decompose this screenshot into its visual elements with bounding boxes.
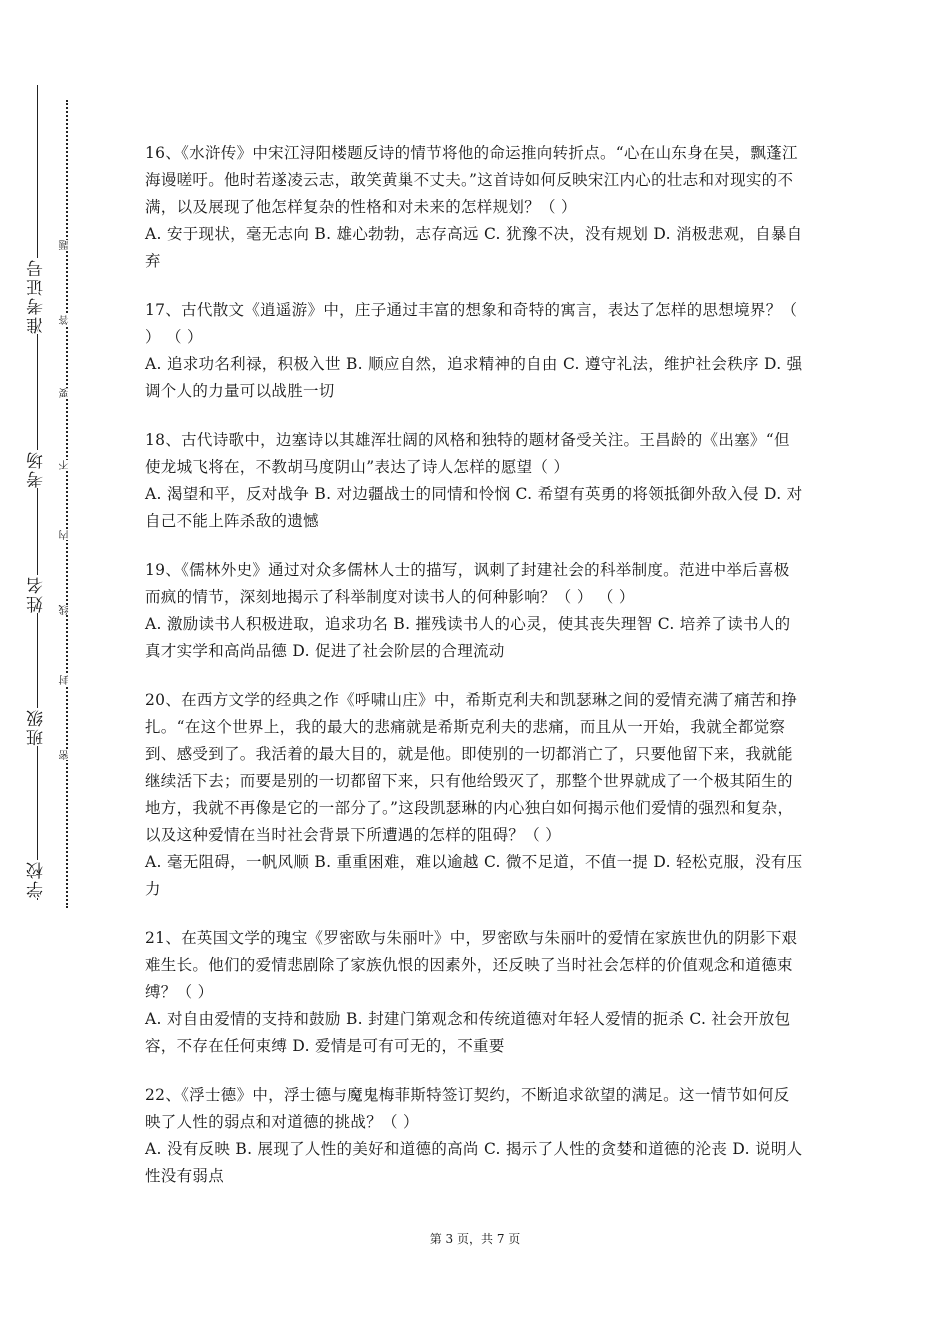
question-options: A. 渴望和平，反对战争 B. 对边疆战士的同情和怜悯 C. 希望有英勇的将领抵御外敌入侵 D. 对自己不能上阵杀敌的遗憾 — [145, 485, 803, 530]
question-options: A. 对自由爱情的支持和鼓励 B. 封建门第观念和传统道德对年轻人爱情的扼杀 C. 社会开放包容，不存在任何束缚 D. 爱情是可有可无的，不重要 — [145, 1010, 791, 1055]
question-stem: 22、《浮士德》中，浮士德与魔鬼梅菲斯特签订契约，不断追求欲望的满足。这一情节如何反映了人性的弱点和对道德的挑战？（ ） — [145, 1086, 790, 1131]
question-options: A. 激励读书人积极进取，追求功名 B. 摧残读书人的心灵，使其丧失理智 C. 培养了读书人的真才实学和高尚品德 D. 促进了社会阶层的合理流动 — [145, 615, 791, 660]
seal-dotted-line — [66, 100, 68, 908]
question-stem: 16、《水浒传》中宋江浔阳楼题反诗的情节将他的命运推向转折点。“心在山东身在吴，飘蓬江海谩嗟吁。他时若遂凌云志，敢笑黄巢不丈夫。”这首诗如何反映宋江内心的壮志和对现实的不满，以及展现了他怎样复杂的性格和对未来的怎样规划？（ ） — [145, 144, 798, 216]
question-21 — [145, 925, 805, 1060]
question-22 — [145, 1082, 805, 1190]
question-stem: 21、在英国文学的瑰宝《罗密欧与朱丽叶》中，罗密欧与朱丽叶的爱情在家族世仇的阴影下艰难生长。他们的爱情悲剧除了家族仇恨的因素外，还反映了当时社会怎样的价值观念和道德束缚？（ ） — [145, 929, 798, 1001]
binding-solid-line — [37, 85, 38, 900]
question-stem: 17、古代散文《逍遥游》中，庄子通过丰富的想象和奇特的寓言，表达了怎样的思想境界？（ ） （ ） — [145, 301, 798, 346]
page-number: 第 3 页，共 7 页 — [429, 1232, 521, 1246]
seal-char: 线 — [58, 605, 74, 615]
seal-char: 不 — [58, 460, 74, 470]
label-exam-number: 准考证号 — [22, 258, 52, 334]
question-stem: 20、在西方文学的经典之作《呼啸山庄》中，希斯克利夫和凯瑟琳之间的爱情充满了痛苦和挣扎。“在这个世界上，我的最大的悲痛就是希斯克利夫的悲痛，而且从一开始，我就全都觉察到、感受到了。我活着的最大目的，就是他。即使别的一切都消亡了，只要他留下来，我就能继续活下去；而要是别的一切都留下来，只有他给毁灭了，那整个世界就成了一个极其陌生的地方，我就不再像是它的一部分了。”这段凯瑟琳的内心独白如何揭示他们爱情的强烈和复杂，以及这种爱情在当时社会背景下所遭遇的怎样的阻碍？（ ） — [145, 691, 798, 844]
question-20 — [145, 687, 805, 903]
question-options: A. 安于现状，毫无志向 B. 雄心勃勃，志存高远 C. 犹豫不决，没有规划 D. 消极悲观，自暴自弃 — [145, 225, 803, 270]
question-19 — [145, 557, 805, 665]
label-name: 姓名 — [22, 575, 52, 613]
question-list — [145, 140, 805, 1212]
question-options: A. 毫无阻碍，一帆风顺 B. 重重困难，难以逾越 C. 微不足道，不值一提 D. 轻松克服，没有压力 — [145, 853, 803, 898]
label-exam-room: 考场 — [22, 450, 52, 488]
seal-char: 答 — [58, 315, 74, 325]
question-options: A. 没有反映 B. 展现了人性的美好和道德的高尚 C. 揭示了人性的贪婪和道德的沦丧 D. 说明人性没有弱点 — [145, 1140, 803, 1185]
label-school: 学校 — [22, 860, 52, 898]
seal-char: 内 — [58, 530, 74, 540]
question-stem: 18、古代诗歌中，边塞诗以其雄浑壮阔的风格和独特的题材备受关注。王昌龄的《出塞》“但使龙城飞将在，不教胡马度阴山”表达了诗人怎样的愿望（ ） — [145, 431, 790, 476]
question-17 — [145, 297, 805, 405]
question-16 — [145, 140, 805, 275]
seal-char: 题 — [58, 240, 74, 250]
question-18 — [145, 427, 805, 535]
question-options: A. 追求功名利禄，积极入世 B. 顺应自然，追求精神的自由 C. 遵守礼法，维护社会秩序 D. 强调个人的力量可以战胜一切 — [145, 355, 803, 400]
label-class: 班级 — [22, 708, 52, 746]
seal-char: 封 — [58, 675, 74, 685]
seal-char: 要 — [58, 388, 74, 398]
question-stem: 19、《儒林外史》通过对众多儒林人士的描写，讽刺了封建社会的科举制度。范进中举后喜极而疯的情节，深刻地揭示了科举制度对读书人的何种影响？（ ） （ ） — [145, 561, 790, 606]
seal-char: 密 — [58, 750, 74, 760]
